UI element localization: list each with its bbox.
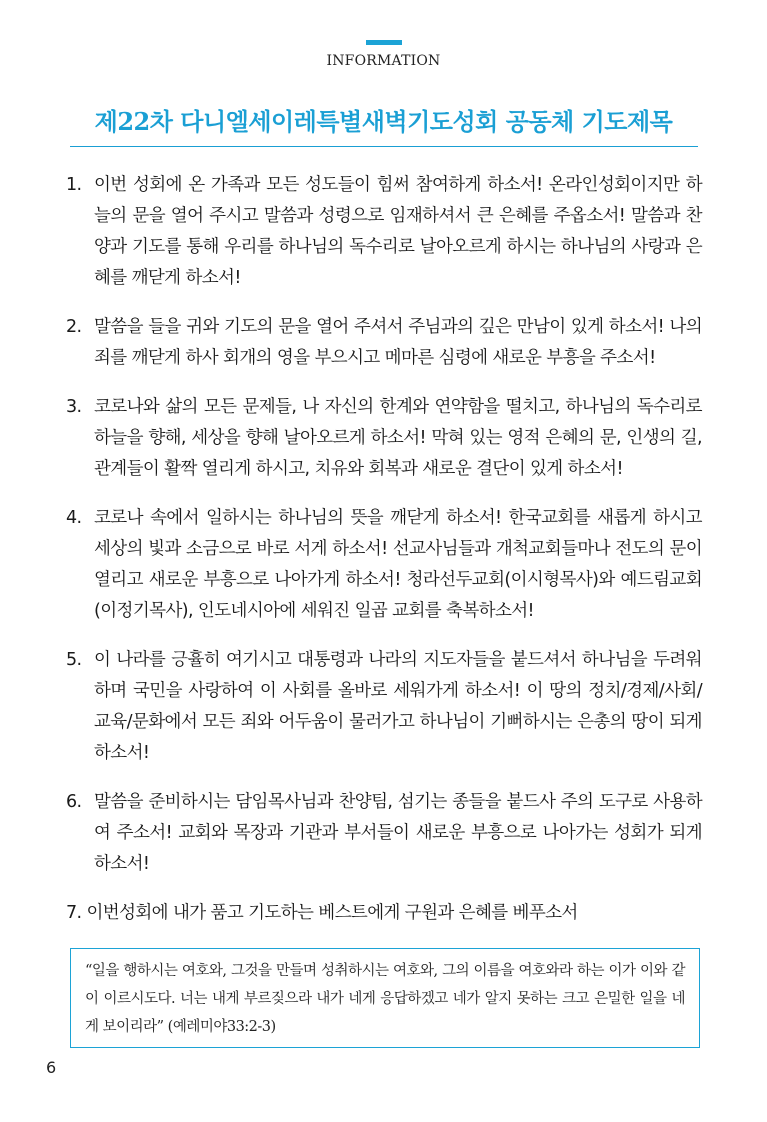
prayer-item-number: 6.: [66, 792, 82, 812]
prayer-item-text: 코로나와 삶의 모든 문제들, 나 자신의 한계와 연약함을 떨치고, 하나님의 독수리로 하늘을 향해, 세상을 향해 날아오르게 하소서! 막혀 있는 영적 은혜의 문, 인생의 길, 관계들이 활짝 열리게 하시고, 치유와 회복과 새로운 결단이 있게 하소서!: [94, 397, 702, 479]
prayer-item-6: [66, 787, 702, 880]
prayer-item-text: 이번 성회에 온 가족과 모든 성도들이 힘써 참여하게 하소서! 온라인성회이지만 하늘의 문을 열어 주시고 말씀과 성령으로 임재하셔서 큰 은혜를 주옵소서! 말씀과 찬양과 기도를 통해 우리를 하나님의 독수리로 날아오르게 하시는 하나님의 사랑과 은혜를 깨닫게 하소서!: [94, 175, 702, 288]
prayer-item-4: [66, 503, 702, 627]
prayer-item-number: 1.: [66, 175, 82, 195]
prayer-item-number: 5.: [66, 650, 82, 670]
prayer-item-3: [66, 392, 702, 485]
section-label: INFORMATION: [326, 53, 441, 69]
prayer-item-7: 7. 이번성회에 내가 품고 기도하는 베스트에게 구원과 은혜를 베푸소서: [66, 903, 578, 923]
scripture-quote-box: [70, 948, 700, 1048]
title-divider: [70, 146, 698, 147]
prayer-item-1: [66, 170, 702, 294]
prayer-item-text: 코로나 속에서 일하시는 하나님의 뜻을 깨닫게 하소서! 한국교회를 새롭게 하시고 세상의 빛과 소금으로 바로 서게 하소서! 선교사님들과 개척교회들마나 전도의 문이 열리고 새로운 부흥으로 나아가게 하소서! 청라선두교회(이시형목사)와 예드림교회(이정기목사), 인도네시아에 세워진 일곱 교회를 축복하소서!: [94, 508, 702, 621]
prayer-item-text: 말씀을 들을 귀와 기도의 문을 열어 주셔서 주님과의 깊은 만남이 있게 하소서! 나의 죄를 깨닫게 하사 회개의 영을 부으시고 메마른 심령에 새로운 부흥을 주소서!: [94, 317, 702, 368]
page-number: 6: [46, 1058, 57, 1077]
scripture-quote-text: “일을 행하시는 여호와, 그것을 만들며 성취하시는 여호와, 그의 이름을 여호와라 하는 이가 이와 같이 이르시도다. 너는 내게 부르짖으라 내가 네게 응답하겠고 네가 알지 못하는 크고 은밀한 일을 네게 보이리라” (예레미야33:2-3): [85, 963, 685, 1035]
prayer-item-number: 2.: [66, 317, 82, 337]
prayer-item-text: 이 나라를 긍휼히 여기시고 대통령과 나라의 지도자들을 붙드셔서 하나님을 두려워하며 국민을 사랑하여 이 사회를 올바로 세워가게 하소서! 이 땅의 정치/경제/사회/교육/문화에서 모든 죄와 어두움이 물러가고 하나님이 기뻐하시는 은총의 땅이 되게 하소서!: [94, 650, 702, 763]
section-accent-bar: [366, 40, 402, 45]
prayer-item-number: 3.: [66, 397, 82, 417]
prayer-list: [66, 170, 702, 898]
prayer-item-number: 4.: [66, 508, 82, 528]
prayer-item-5: [66, 645, 702, 769]
prayer-item-text: 말씀을 준비하시는 담임목사님과 찬양팀, 섬기는 종들을 붙드사 주의 도구로 사용하여 주소서! 교회와 목장과 기관과 부서들이 새로운 부흥으로 나아가는 성회가 되게 하소서!: [94, 792, 702, 874]
prayer-item-2: [66, 312, 702, 374]
page-title: 제22차 다니엘세이레특별새벽기도성회 공동체 기도제목: [94, 107, 673, 136]
